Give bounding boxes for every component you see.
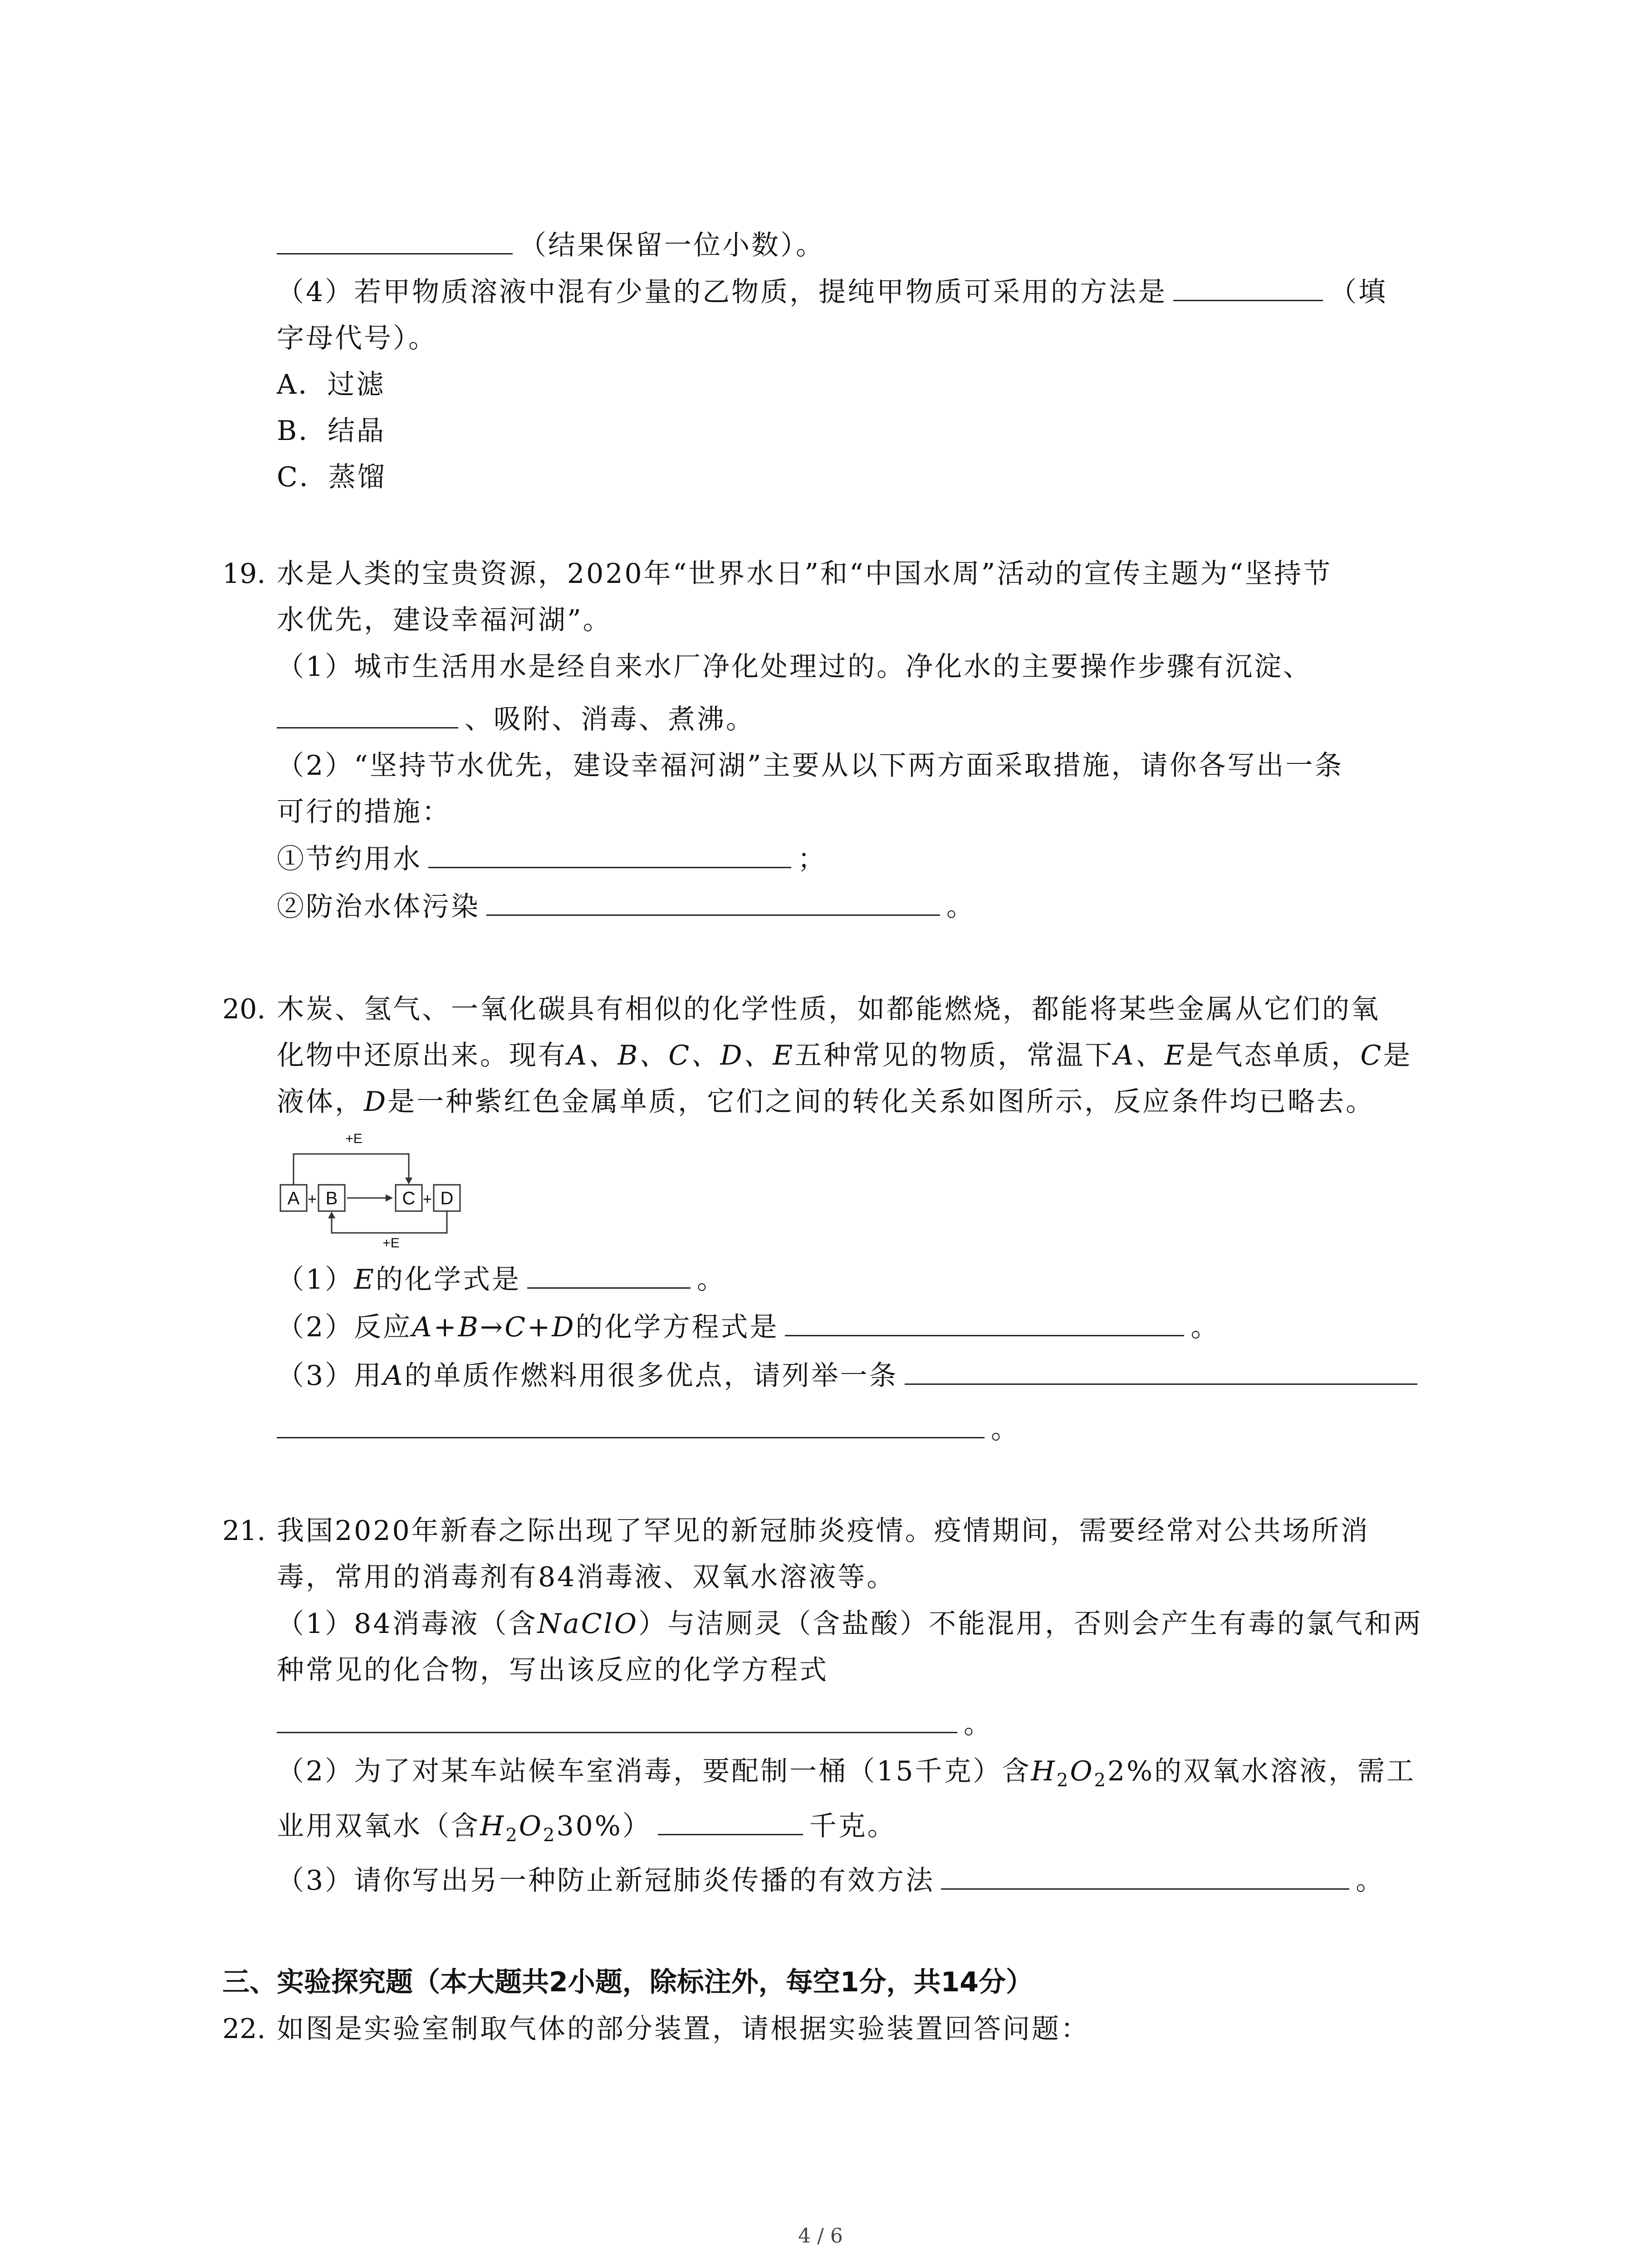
answer-blank[interactable]: [527, 1261, 691, 1289]
q19-line-5: （2）“坚持节水优先，建设幸福河湖”主要从以下两方面采取措施，请你各写出一条: [277, 750, 1344, 782]
q20-sub-3-cont: 。: [277, 1411, 1020, 1447]
bottom-label: +E: [382, 1236, 400, 1248]
answer-blank[interactable]: [905, 1357, 1417, 1385]
q20-line-3: 液体，D是一种紫红色金属单质，它们之间的转化关系如图所示，反应条件均已略去。: [277, 1086, 1375, 1118]
q20-number: 20.: [222, 993, 266, 1025]
q18-line-1: （结果保留一位小数）。: [277, 227, 825, 264]
label-b: B: [325, 1188, 338, 1208]
q19-line-4: 、吸附、消毒、煮沸。: [277, 701, 755, 738]
q20-line-2: 化物中还原出来。现有A、B、C、D、E五种常见的物质，常温下A、E是气态单质，C是: [277, 1040, 1412, 1071]
q20-sub-2: （2）反应A+B→C+D的化学方程式是 。: [277, 1309, 1220, 1345]
q19-line-3: （1）城市生活用水是经自来水厂净化处理过的。净化水的主要操作步骤有沉淀、: [277, 651, 1313, 683]
q19-line-7: ①节约用水 ；: [277, 841, 827, 877]
q21-number: 21.: [222, 1515, 266, 1547]
q21-line-4: 种常见的化合物，写出该反应的化学方程式: [277, 1654, 828, 1686]
q21-line-7: 业用双氧水（含$H_2O_230\%$） 千克。: [277, 1808, 896, 1853]
answer-blank[interactable]: [1173, 274, 1323, 301]
answer-blank[interactable]: [277, 701, 458, 728]
label-d: D: [440, 1188, 454, 1208]
reaction-arrow: [386, 1194, 393, 1202]
top-label: +E: [345, 1131, 362, 1146]
label-c: C: [402, 1188, 416, 1208]
q21-line-2: 毒，常用的消毒剂有84消毒液、双氧水溶液等。: [277, 1561, 896, 1593]
q22-number: 22.: [222, 2013, 266, 2045]
answer-blank[interactable]: [277, 1411, 985, 1438]
answer-blank[interactable]: [785, 1309, 1184, 1336]
q18-line-2: （4）若甲物质溶液中混有少量的乙物质，提纯甲物质可采用的方法是 （填: [277, 274, 1387, 310]
q21-line-5: 。: [277, 1706, 993, 1742]
q18-option-a: A．过滤: [277, 369, 386, 401]
plus-sign: +: [308, 1191, 317, 1208]
q19-line-2: 水优先，建设幸福河湖”。: [277, 604, 612, 636]
page-number: 4 / 6: [798, 2224, 843, 2248]
answer-blank[interactable]: [428, 841, 791, 868]
q18-line-3: 字母代号）。: [277, 323, 437, 354]
answer-blank[interactable]: [277, 1706, 957, 1733]
q21-line-8: （3）请你写出另一种防止新冠肺炎传播的有效方法 。: [277, 1862, 1385, 1899]
q20-sub-1: （1）E的化学式是 。: [277, 1261, 726, 1298]
q19-line-6: 可行的措施：: [277, 796, 451, 828]
q19-line-1: 水是人类的宝贵资源，2020年“世界水日”和“中国水周”活动的宣传主题为“坚持节: [277, 558, 1332, 590]
answer-blank[interactable]: [941, 1862, 1349, 1890]
q20-conversion-diagram: [277, 1121, 485, 1248]
q22-line-1: 如图是实验室制取气体的部分装置，请根据实验装置回答问题：: [277, 2013, 1090, 2045]
q19-line-8: ②防治水体污染 。: [277, 888, 975, 925]
section-heading: 三、实验探究题（本大题共2小题，除标注外，每空1分，共14分）: [222, 1966, 1033, 1998]
q21-line-6: （2）为了对某车站候车室消毒，要配制一桶（15千克）含$H_2O_22\%$的双氧水溶液，需工: [277, 1755, 1416, 1791]
answer-blank[interactable]: [658, 1808, 803, 1835]
answer-blank[interactable]: [277, 227, 513, 254]
q20-sub-3: （3）用A的单质作燃料用很多优点，请列举一条: [277, 1357, 1424, 1394]
q19-number: 19.: [222, 558, 266, 590]
plus-sign: +: [423, 1191, 432, 1208]
label-a: A: [287, 1188, 300, 1208]
q21-line-3: （1）84消毒液（含NaClO）与洁厕灵（含盐酸）不能混用，否则会产生有毒的氯气和两: [277, 1608, 1423, 1640]
q20-line-1: 木炭、氢气、一氧化碳具有相似的化学性质，如都能燃烧，都能将某些金属从它们的氧: [277, 993, 1380, 1025]
q21-line-1: 我国2020年新春之际出现了罕见的新冠肺炎疫情。疫情期间，需要经常对公共场所消: [277, 1515, 1370, 1547]
q18-option-b: B．结晶: [277, 415, 386, 447]
q18-option-c: C．蒸馏: [277, 461, 387, 493]
answer-blank[interactable]: [486, 888, 940, 916]
